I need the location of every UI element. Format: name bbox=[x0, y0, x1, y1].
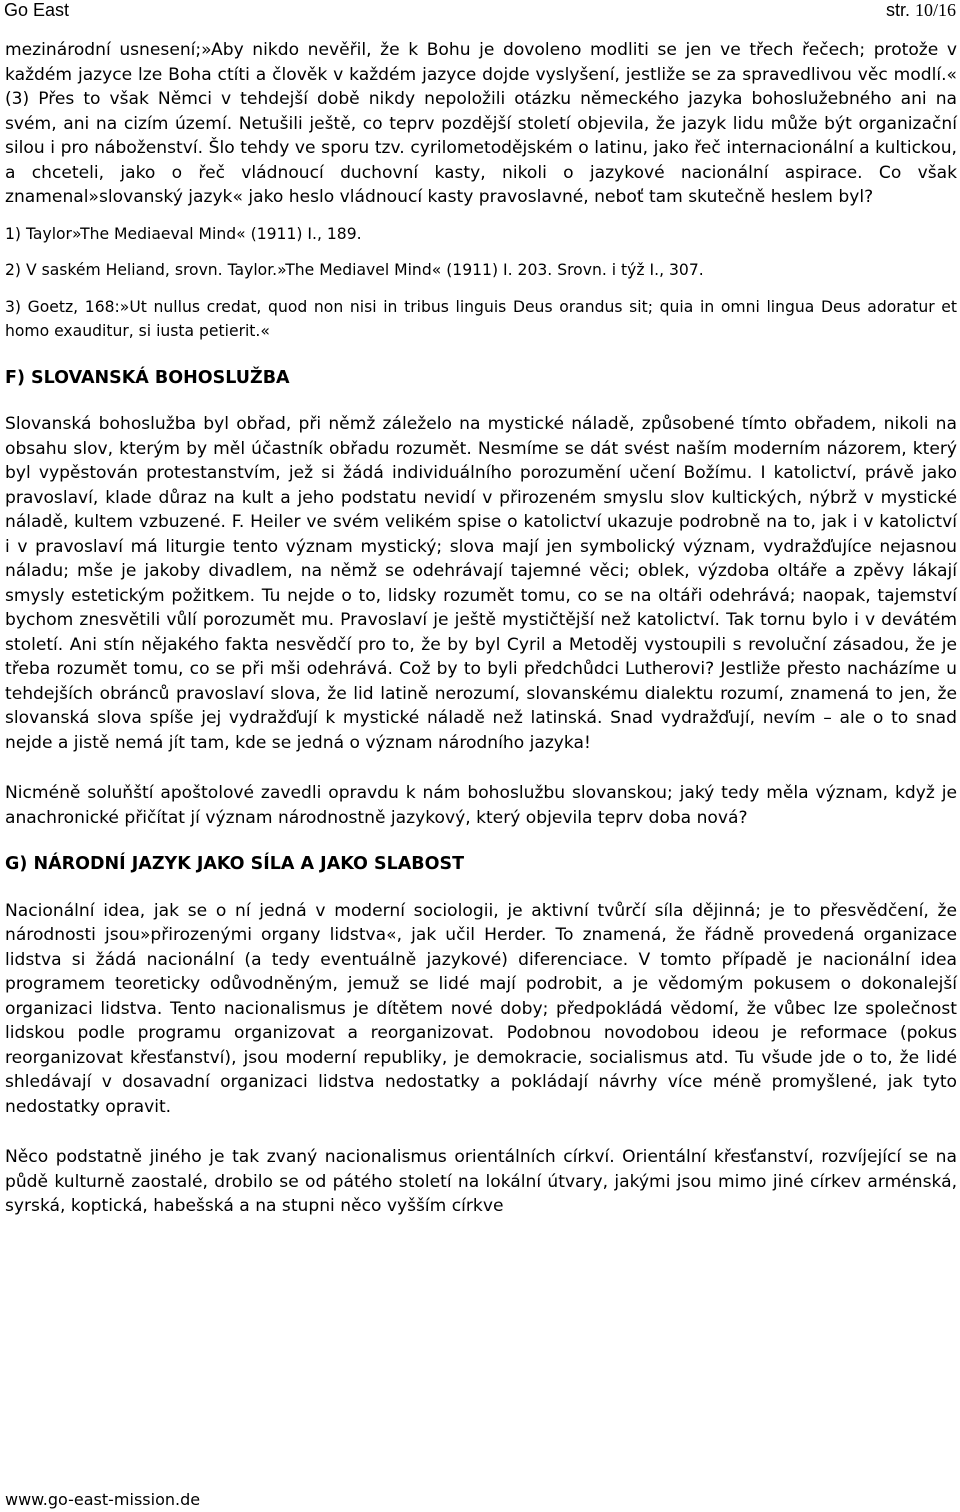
section-heading-g: G) NÁRODNÍ JAZYK JAKO SÍLA A JAKO SLABOST bbox=[5, 854, 465, 874]
paragraph-orientalni-cirkve: Něco podstatně jiného je tak zvaný nacionalismus orientálních církví. Orientální křesťanství, rozvíjející se na půdě kulturně zaostalé, drobilo se od pátého století na lokální útvary, jakými jsou mimo jiné církev arménská, syrská, koptická, habešská a na stupni něco vyšším církve bbox=[5, 1147, 957, 1216]
section-heading-f: F) SLOVANSKÁ BOHOSLUŽBA bbox=[5, 367, 290, 388]
paragraph-continuation: mezinárodní usnesení;»Aby nikdo nevěřil, že k Bohu je dovoleno modliti se jen ve třech řečech; protože v každém jazyce lze Boha ctíti a člověk v každém jazyce dojde vyslyšení, jestliže se za spravedlivou věc modlí.« (3) Přes to však Němci v tehdejší době nikdy nepoložili otázku německého jazyka bohoslužebného ani na svém, ani na cizím území. Netušili ještě, co teprv pozdější století objevila, že jazyk lidu může být organizační silou i pro náboženství. Šlo tehdy ve sporu tzv. cyrilometodějském o latinu, jako řeč internacionální a kultickou, a chceteli, jako o řeč vládnoucí duchovní kasty, nikoli o jazykové nacionální aspirace. Co však znamenal»slovanský jazyk« jako heslo vládnoucí kasty pravoslavné, neboť tam skutečně heslem byl? bbox=[5, 40, 957, 207]
paragraph-slovanska-bohosluzba: Slovanská bohoslužba byl obřad, při němž záleželo na mystické náladě, způsobené tímto obřadem, nikoli na obsahu slov, kterým by měl účastník obřadu rozumět. Nesmíme se dát svést naším moderním názorem, který byl vypěstován protestanstvím, jež si žádá individuálního porozumění učení Božímu. I katolictví, právě jako pravoslaví, klade důraz na kult a jeho podstatu nevidí v přirozeném smyslu slov kultických, nýbrž v mystické náladě, kultem vzbuzené. F. Heiler ve svém velikém spise o katolictví ukazuje podrobně na to, jak i v katolictví i v pravoslaví má liturgie tento význam mystický; slova mají jen symbolický význam, vydražďujíce nejasnou náladu; mše je jakoby divadlem, na němž se odehrávají tajemné věci; oblek, výzdoba oltáře a zpěvy lákají smysly estetickým požitkem. Tu nejde o to, lidsky rozumět tomu, co se na oltáři odehrává; naopak, tajemství bychom znesvětili vůlí porozumět mu. Pravoslaví je ještě mystičtější než katolictví. Tak tornu bylo i v devátém století. Ani stín nějakého fakta nesvědčí pro to, že by byl Cyril a Metoděj vystoupili s revoluční zásadou, že je třeba rozumět tomu, co se při mši odehrává. Což by to byli předchůdci Lutherovi? Jestliže přesto nacházíme u tehdejších obránců pravoslaví slova, že lid latině nerozumí, slovanskému dialektu rozumí, znamená to jen, že slovanská slova spíše jej vydražďují k mystické náladě než latinská. Snad vydražďují, nevím – ale o to snad nejde a jistě nemá jít tam, kde se jedná o význam národního jazyka! bbox=[5, 414, 957, 753]
footnote-2: 2) V saském Heliand, srovn. Taylor.»The Mediavel Mind« (1911) I. 203. Srovn. i týž I., 307. bbox=[5, 261, 704, 279]
footnote-1: 1) Taylor»The Mediaeval Mind« (1911) I., 189. bbox=[5, 224, 362, 243]
page-number: 10/16 bbox=[914, 0, 956, 20]
footnote-3: 3) Goetz, 168:»Ut nullus credat, quod non nisi in tribus linguis Deus orandus sit; quia in omni lingua Deus adoratur et homo exauditur, si iusta petierit.« bbox=[5, 297, 957, 340]
document-body bbox=[5, 38, 957, 1219]
footer-url[interactable]: www.go-east-mission.de bbox=[5, 1490, 201, 1509]
header-site-name: Go East bbox=[4, 0, 70, 20]
paragraph-nacionalni-idea: Nacionální idea, jak se o ní jedná v moderní sociologii, je aktivní tvůrčí síla dějinná; je to přesvědčení, že národnosti jsou»přirozenými organy lidstva«, jak učil Herder. To znamená, že řádně provedená organizace lidstva si žádá nacionální (a tedy eventuálně jazykové) diferenciace. V tomto případě je nacionální idea programem teoreticky odůvodněným, jemuž se lidé mají podrobit, a je vědomým pokusem o dokonalejší organizaci lidstva. Tento nacionalismus je dítětem nové doby; předpokládá vědomí, že vůbec lze společnost lidskou podle programu organizovat a reorganizovat. Podobnou novodobou ideou je reformace (pokus reorganizovat křesťanství), jsou moderní republiky, je demokracie, socialismus atd. Tu všude jde o to, že lidé shledávají v dosavadní organizaci lidstva nedostatky a pokládají návrhy více méně promyšlené, jak tyto nedostatky opravit. bbox=[5, 900, 957, 1117]
paragraph-nicmene: Nicméně soluňští apoštolové zavedli opravdu k nám bohoslužbu slovanskou; jaký tedy měla význam, když je anachronické přičítat jí význam národnostně jazykový, který objevila teprv doba nová? bbox=[5, 783, 957, 828]
page-indicator bbox=[886, 0, 956, 20]
page-label: str. bbox=[885, 0, 910, 20]
